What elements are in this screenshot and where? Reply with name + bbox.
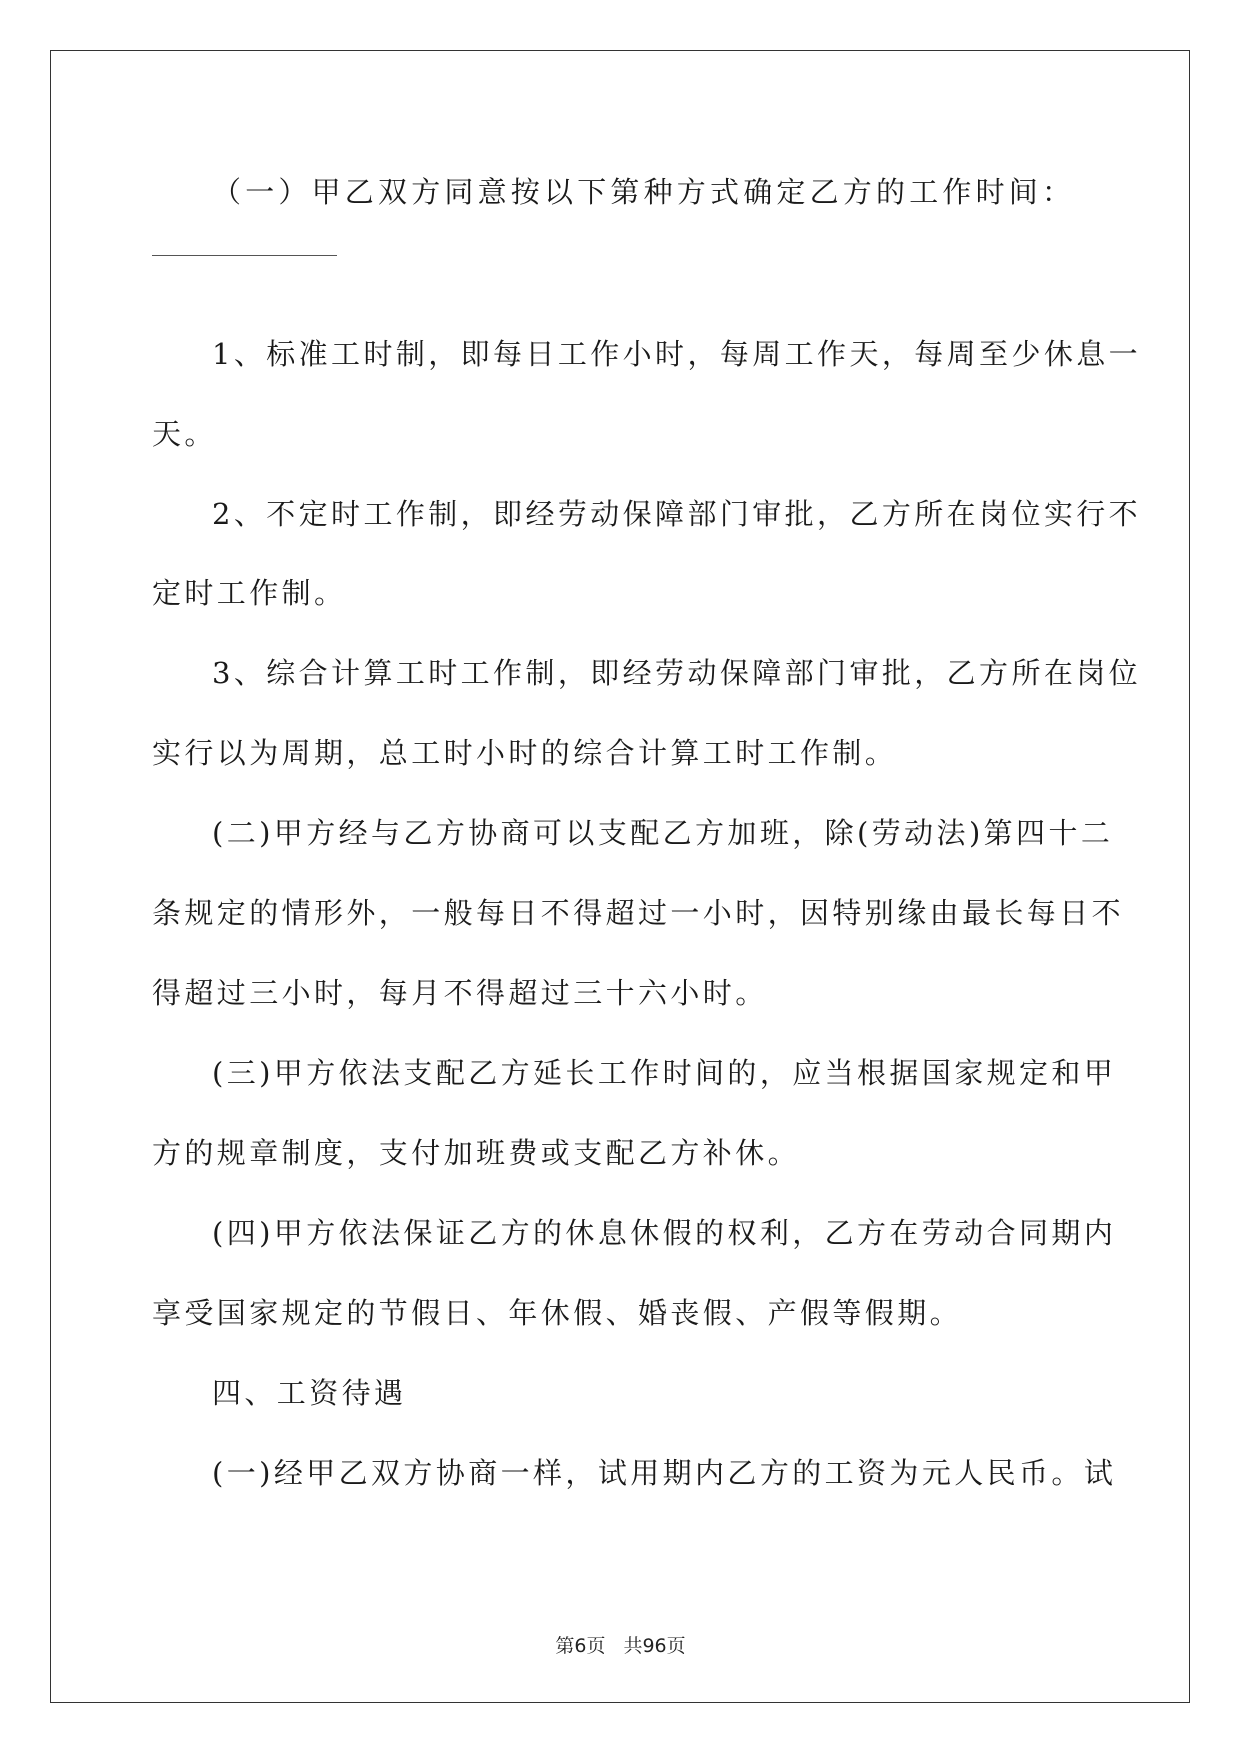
- page-footer: [0, 1634, 1241, 1658]
- paragraph-line: 天。: [152, 417, 217, 451]
- paragraph-line: (三)甲方依法支配乙方延长工作时间的，应当根据国家规定和甲: [212, 1056, 1117, 1090]
- paragraph-line: （一）甲乙双方同意按以下第种方式确定乙方的工作时间：: [212, 175, 1076, 209]
- paragraph-line: (四)甲方依法保证乙方的休息休假的权利，乙方在劳动合同期内: [212, 1216, 1117, 1250]
- paragraph-line: (一)经甲乙双方协商一样，试用期内乙方的工资为元人民币。试: [212, 1456, 1117, 1490]
- paragraph-line: (二)甲方经与乙方协商可以支配乙方加班，除(劳动法)第四十二: [212, 816, 1114, 850]
- paragraph-line: 方的规章制度，支付加班费或支配乙方补休。: [152, 1136, 801, 1170]
- paragraph-line: 得超过三小时，每月不得超过三十六小时。: [152, 976, 768, 1010]
- section-heading: 四、工资待遇: [212, 1376, 407, 1410]
- paragraph-line: 实行以为周期，总工时小时的综合计算工时工作制。: [152, 736, 898, 770]
- paragraph-line: 条规定的情形外，一般每日不得超过一小时，因特别缘由最长每日不: [152, 896, 1125, 930]
- paragraph-line: 定时工作制。: [152, 576, 347, 610]
- paragraph-line: 1、标准工时制，即每日工作小时，每周工作天，每周至少休息一: [212, 337, 1142, 371]
- total-pages-label: 共96页: [623, 1635, 686, 1657]
- paragraph-line: 2、不定时工作制，即经劳动保障部门审批，乙方所在岗位实行不: [212, 497, 1142, 531]
- blank-fill-line: [152, 255, 337, 256]
- paragraph-line: 3、综合计算工时工作制，即经劳动保障部门审批，乙方所在岗位: [212, 656, 1142, 690]
- paragraph-line: 享受国家规定的节假日、年休假、婚丧假、产假等假期。: [152, 1296, 963, 1330]
- current-page-label: 第6页: [555, 1635, 606, 1657]
